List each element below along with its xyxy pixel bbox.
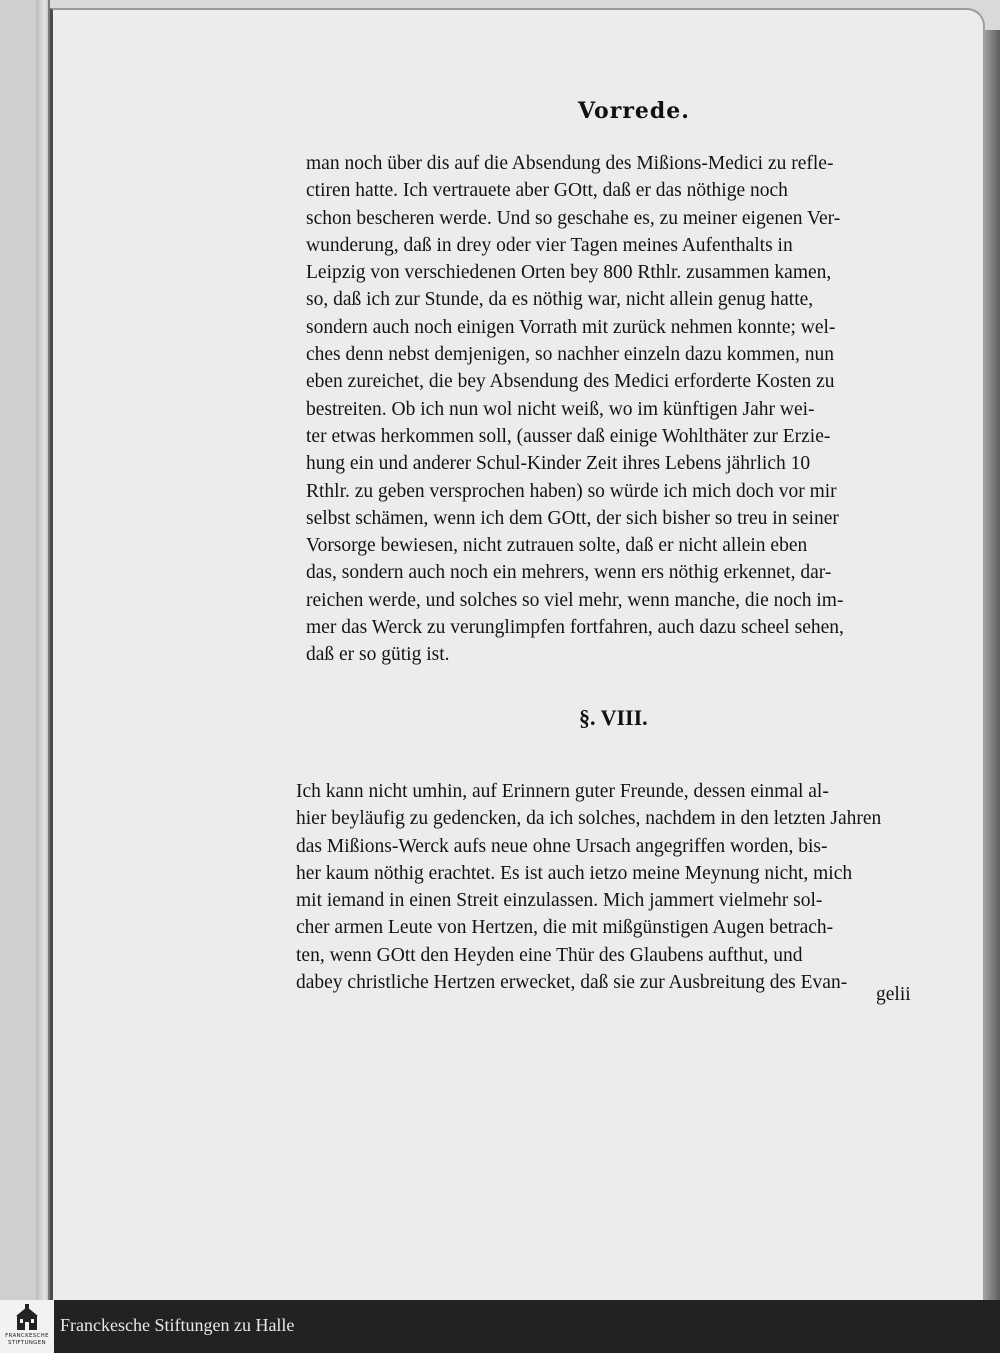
text-line: so, daß ich zur Stunde, da es nöthig war, nicht allein genug hatte, — [306, 289, 814, 311]
text-line: reichen werde, und solches so viel mehr, wenn manche, die noch im- — [306, 589, 844, 611]
text-line: Vorsorge bewiesen, nicht zutrauen solte, daß er nicht allein eben — [306, 535, 808, 557]
text-line: hier beyläufig zu gedencken, da ich solches, nachdem in den letzten Jahren — [296, 808, 882, 830]
text-line: selbst schämen, wenn ich dem GOtt, der sich bisher so treu in seiner — [306, 507, 839, 529]
text-line: bestreiten. Ob ich nun wol nicht weiß, wo im künftigen Jahr wei- — [306, 398, 815, 420]
left-page-edge — [0, 0, 50, 1300]
right-page-shadow — [985, 30, 1000, 1300]
text-line: Rthlr. zu geben versprochen haben) so würde ich mich doch vor mir — [306, 480, 837, 502]
section-heading: §. VIII. — [579, 705, 648, 730]
text-line: ter etwas herkommen soll, (ausser daß einige Wohlthäter zur Erzie- — [306, 425, 831, 447]
text-line: das, sondern auch noch ein mehrers, wenn ers nöthig erkennet, dar- — [306, 562, 832, 584]
text-line: das Mißions-Werck aufs neue ohne Ursach angegriffen worden, bis- — [296, 835, 828, 857]
text-line: sondern auch noch einigen Vorrath mit zurück nehmen konnte; wel- — [306, 316, 836, 338]
text-line: schon bescheren werde. Und so geschahe es, zu meiner eigenen Ver- — [306, 207, 841, 229]
paragraph-2 — [296, 778, 936, 996]
text-line: eben zureichet, die bey Absendung des Medici erforderte Kosten zu — [306, 371, 835, 393]
institution-logo — [0, 1300, 54, 1353]
running-head: Vorrede. — [578, 98, 690, 124]
footer-bar — [0, 1300, 1000, 1353]
catchword: gelii — [876, 984, 911, 1005]
text-line: man noch über dis auf die Absendung des Mißions-Medici zu refle- — [306, 153, 834, 174]
paragraph-1 — [306, 150, 936, 669]
text-line: her kaum nöthig erachtet. Es ist auch ietzo meine Meynung nicht, mich — [296, 862, 853, 884]
text-line: dabey christliche Hertzen erwecket, daß sie zur Ausbreitung des Evan- — [296, 972, 848, 994]
text-line: Leipzig von verschiedenen Orten bey 800 Rthlr. zusammen kamen, — [306, 262, 832, 284]
logo-text: FRANCKESCHE STIFTUNGEN — [5, 1333, 49, 1346]
text-line: daß er so gütig ist. — [306, 644, 450, 666]
building-icon — [15, 1304, 39, 1332]
text-line: mer das Werck zu verunglimpfen fortfahren, auch dazu scheel sehen, — [306, 617, 844, 639]
text-line: Ich kann nicht umhin, auf Erinnern guter Freunde, dessen einmal al- — [296, 781, 829, 802]
text-line: mit iemand in einen Streit einzulassen. Mich jammert vielmehr sol- — [296, 890, 823, 912]
footer-label: Franckesche Stiftungen zu Halle — [60, 1315, 295, 1335]
text-line: ctiren hatte. Ich vertrauete aber GOtt, daß er das nöthige noch — [306, 180, 788, 202]
text-line: hung ein und anderer Schul-Kinder Zeit ihres Lebens jährlich 10 — [306, 453, 811, 475]
text-line: wunderung, daß in drey oder vier Tagen meines Aufenthalts in — [306, 234, 793, 256]
text-line: cher armen Leute von Hertzen, die mit mißgünstigen Augen betrach- — [296, 917, 834, 939]
text-line: ten, wenn GOtt den Heyden eine Thür des Glaubens aufthut, und — [296, 944, 803, 966]
text-line: ches denn nebst demjenigen, so nachher einzeln dazu kommen, nun — [306, 344, 834, 366]
